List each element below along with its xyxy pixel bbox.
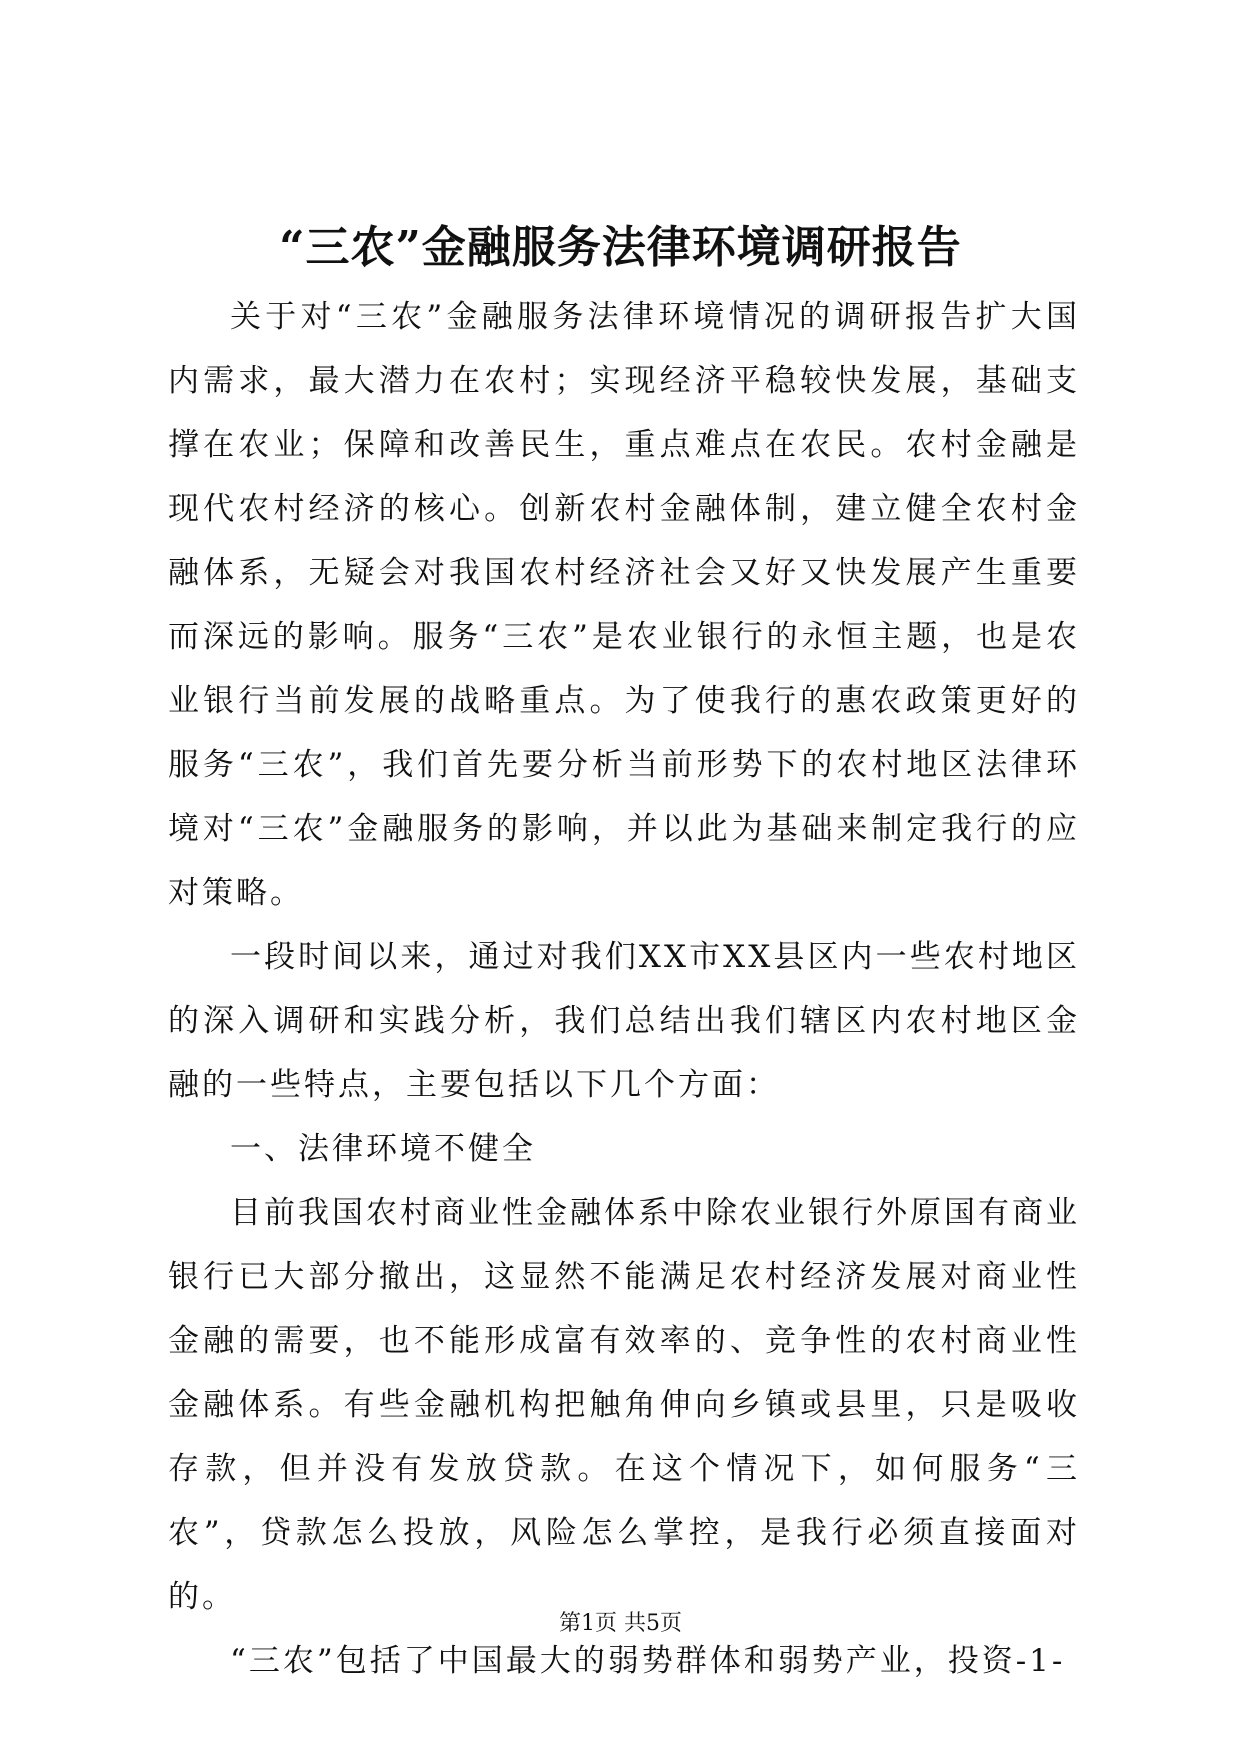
paragraph-intro: 关于对“三农”金融服务法律环境情况的调研报告扩大国内需求，最大潜力在农村；实现经济平稳较快发展，基础支撑在农业；保障和改善民生，重点难点在农民。农村金融是现代农村经济的核心。创新农村金融体制，建立健全农村金融体系，无疑会对我国农村经济社会又好又快发展产生重要而深远的影响。服务“三农”是农业银行的永恒主题，也是农业银行当前发展的战略重点。为了使我行的惠农政策更好的服务“三农”，我们首先要分析当前形势下的农村地区法律环境对“三农”金融服务的影响，并以此为基础来制定我行的应对策略。	[168, 299, 1080, 911]
paragraph-weak-groups: “三农”包括了中国最大的弱势群体和弱势产业，投资-1-	[230, 1643, 1066, 1679]
section-heading-legal-environment: 一、法律环境不健全	[230, 1131, 536, 1167]
document-body	[168, 285, 1080, 1693]
paragraph-commercial-finance: 目前我国农村商业性金融体系中除农业银行外原国有商业银行已大部分撤出，这显然不能满足农村经济发展对商业性金融的需要，也不能形成富有效率的、竞争性的农村商业性金融体系。有些金融机构把触角伸向乡镇或县里，只是吸收存款，但并没有发放贷款。在这个情况下，如何服务“三农”，贷款怎么投放，风险怎么掌控，是我行必须直接面对的。	[168, 1195, 1080, 1615]
document-title: “三农”金融服务法律环境调研报告	[279, 222, 962, 273]
page-number-footer: 第1页 共5页	[559, 1611, 682, 1636]
paragraph-research: 一段时间以来，通过对我们XX市XX县区内一些农村地区的深入调研和实践分析，我们总结出我们辖区内农村地区金融的一些特点，主要包括以下几个方面：	[168, 939, 1080, 1103]
